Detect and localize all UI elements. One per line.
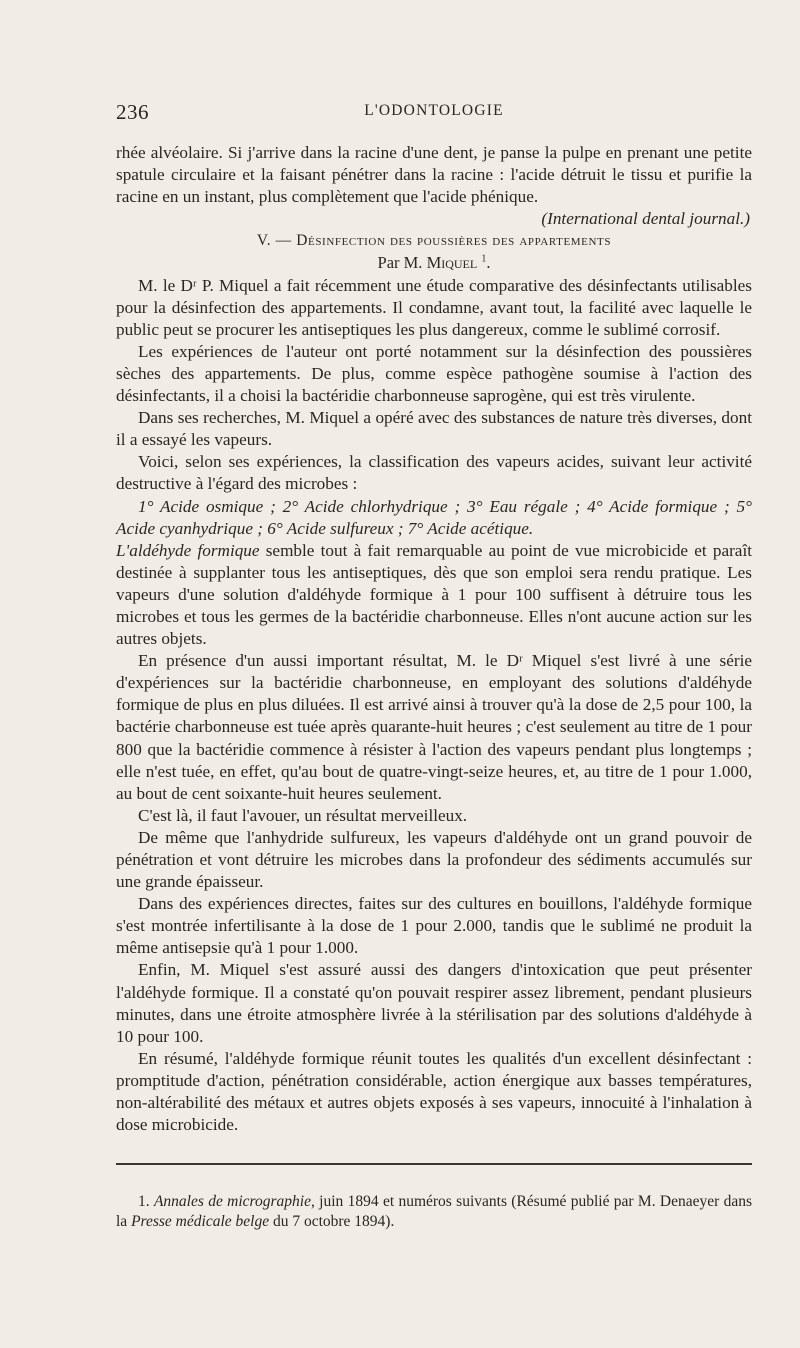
page-number: 236 xyxy=(116,100,149,124)
paragraph-formaldehyde xyxy=(116,540,752,650)
continuation-paragraph: rhée alvéolaire. Si j'arrive dans la racine d'une dent, je panse la pulpe en prenant une petite spatule circulaire et la faisant pénétrer dans la racine : l'acide détruit le tissu et purifie la racine en un instant, plus complètement que l'acide phénique. xyxy=(116,143,752,207)
byline-prefix: Par M. xyxy=(377,253,423,273)
formaldehyde-term: L'aldéhyde formique xyxy=(116,540,260,560)
paragraph-penetration: De même que l'anhydride sulfureux, les vapeurs d'aldéhyde ont un grand pouvoir de pénétration et vont détruire les microbes dans la profondeur des sédiments accumulés sur une grande épaisseur. xyxy=(116,827,752,892)
paragraph-remarkable-result: C'est là, il faut l'avouer, un résultat merveilleux. xyxy=(138,805,468,825)
paragraph-toxicity: Enfin, M. Miquel s'est assuré aussi des dangers d'intoxication que peut présenter l'aldéhyde formique. Il a constaté qu'on pouvait respirer assez librement, pendant plusieurs minutes, dans une étroite atmosphère livrée à la stérilisation par des solutions d'aldéhyde à 10 pour 100. xyxy=(116,960,752,1046)
footnote-divider xyxy=(116,1163,752,1165)
byline-suffix: . xyxy=(486,253,491,273)
formaldehyde-text: semble tout à fait remarquable au point de vue microbicide et paraît destinée à supplanter tous les antiseptiques, dès que son emploi sera rendu pratique. Les vapeurs d'une solution d'aldéhyde formique à 1 pour 100 suffisent à détruire tous les microbes et tous les germes de la bactéridie charbonneuse. Elles n'ont aucune action sur les autres objets. xyxy=(116,540,752,649)
article-body xyxy=(116,142,752,1136)
paragraph-classification-intro: Voici, selon ses expériences, la classification des vapeurs acides, suivant leur activité destructive à l'égard des microbes : xyxy=(116,452,752,494)
section-byline xyxy=(116,252,752,274)
page-header xyxy=(116,100,752,128)
acid-classification-list: 1° Acide osmique ; 2° Acide chlorhydrique ; 3° Eau régale ; 4° Acide formique ; 5° Acide cyanhydrique ; 6° Acide sulfureux ; 7° Acide acétique. xyxy=(116,496,752,538)
footnote-journal: Presse médicale belge xyxy=(131,1212,270,1230)
source-attribution: (International dental journal.) xyxy=(541,209,750,229)
footnote-marker: 1. xyxy=(138,1192,150,1210)
paragraph-direct-experiments: Dans des expériences directes, faites sur des cultures en bouillons, l'aldéhyde formique s'est montrée infertilisante à la dose de 1 pour 2.000, tandis que le sublimé ne produit la même antisepsie qu'à 1 pour 1.000. xyxy=(116,894,752,958)
paragraph-summary: En résumé, l'aldéhyde formique réunit toutes les qualités d'un excellent désinfectant : promptitude d'action, pénétration considérable, action énergique aux basses températures, non-altérabilité des métaux et autres objets exposés à ses vapeurs, innocuité à l'inhalation à dose microbicide. xyxy=(116,1048,752,1135)
paragraph-research: Dans ses recherches, M. Miquel a opéré avec des substances de nature très diverses, dont il a essayé les vapeurs. xyxy=(116,408,752,450)
footnote xyxy=(116,1192,752,1232)
paragraph-intro: M. le Dʳ P. Miquel a fait récemment une étude comparative des désinfectants utilisables pour la désinfection des appartements. Il condamne, avant tout, la facilité avec laquelle le public peut se procurer les antiseptiques les plus dangereux, comme le sublimé corrosif. xyxy=(116,275,752,339)
section-title: V. — Désinfection des poussières des appartements xyxy=(256,232,612,250)
footnote-end: du 7 octobre 1894). xyxy=(269,1212,395,1230)
footnote-source-title: Annales de micrographie xyxy=(153,1192,311,1210)
running-title: L'ODONTOLOGIE xyxy=(364,102,504,119)
paragraph-experiments: Les expériences de l'auteur ont porté notamment sur la désinfection des poussières sèches des appartements. De plus, comme espèce pathogène soumise à l'action des désinfectants, il a choisi la bactéridie charbonneuse saprogène, qui est très virulente. xyxy=(116,341,752,406)
footnote-middle: , juin 1894 et numéros suivants (Résumé publié par M. Denaeyer dans la xyxy=(116,1192,753,1230)
footnote-reference[interactable]: 1 xyxy=(481,253,487,265)
byline-author: Miquel xyxy=(426,253,478,273)
paragraph-dilution-experiments: En présence d'un aussi important résultat, M. le Dʳ Miquel s'est livré à une série d'expériences sur la bactéridie charbonneuse, en employant des solutions d'aldéhyde formique de plus en plus diluées. Il est arrivé ainsi à trouver qu'à la dose de 2,5 pour 100, la bactérie charbonneuse est tuée après quarante-huit heures ; c'est seulement au titre de 1 pour 800 que la bactéridie commence à résister à l'action des vapeurs pendant plus longtemps ; elle n'est tuée, en effet, qu'au bout de quatre-vingt-seize heures, et, au titre de 1 pour 1.000, au bout de cent soixante-huit heures seulement. xyxy=(116,651,752,803)
